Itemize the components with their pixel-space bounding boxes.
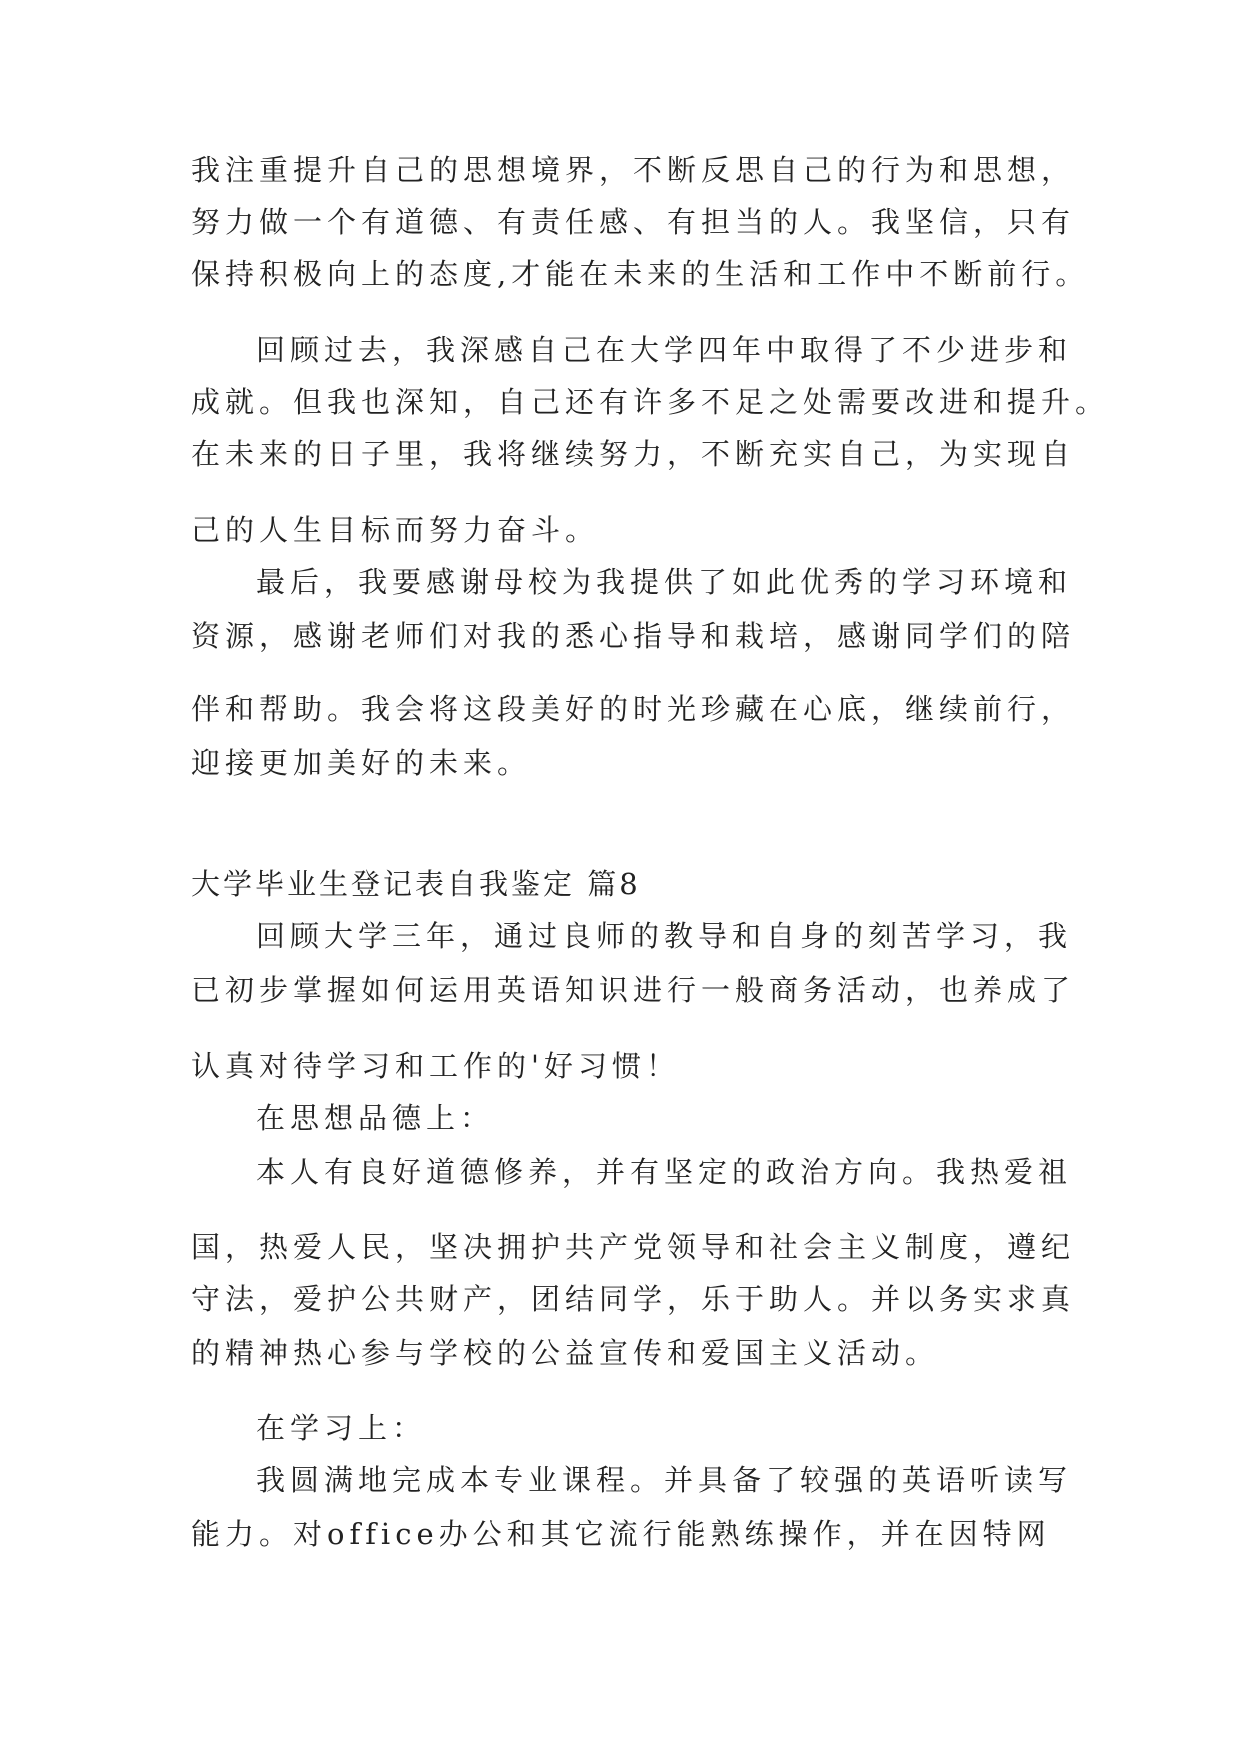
body-line: 已初步掌握如何运用英语知识进行一般商务活动，也养成了 [191, 973, 1076, 1007]
body-line: 本人有良好道德修养，并有坚定的政治方向。我热爱祖 [256, 1155, 1073, 1189]
body-line: 资源，感谢老师们对我的悉心指导和栽培，感谢同学们的陪 [191, 619, 1076, 653]
body-line: 回顾大学三年，通过良师的教导和自身的刻苦学习，我 [256, 919, 1073, 953]
body-line: 在未来的日子里，我将继续努力，不断充实自己，为实现自 [191, 437, 1076, 471]
body-line: 在学习上： [256, 1411, 427, 1445]
body-line: 能力。对office办公和其它流行能熟练操作，并在因特网 [191, 1517, 1051, 1551]
body-line: 伴和帮助。我会将这段美好的时光珍藏在心底，继续前行， [191, 692, 1076, 726]
body-line: 保持积极向上的态度,才能在未来的生活和工作中不断前行。 [191, 257, 1090, 291]
body-line: 国，热爱人民，坚决拥护共产党领导和社会主义制度，遵纪 [191, 1230, 1076, 1264]
body-line: 最后，我要感谢母校为我提供了如此优秀的学习环境和 [256, 565, 1073, 599]
body-line: 成就。但我也深知，自己还有许多不足之处需要改进和提升。 [191, 385, 1110, 419]
body-line: 的精神热心参与学校的公益宣传和爱国主义活动。 [191, 1336, 940, 1370]
body-line: 我圆满地完成本专业课程。并具备了较强的英语听读写 [256, 1463, 1073, 1497]
section-heading: 大学毕业生登记表自我鉴定 篇8 [191, 867, 641, 901]
body-line: 守法，爱护公共财产，团结同学，乐于助人。并以务实求真 [191, 1282, 1076, 1316]
body-line: 努力做一个有道德、有责任感、有担当的人。我坚信，只有 [191, 205, 1076, 239]
body-line: 在思想品德上： [256, 1101, 495, 1135]
body-line: 认真对待学习和工作的'好习惯！ [191, 1049, 680, 1083]
body-line: 己的人生目标而努力奋斗。 [191, 513, 600, 547]
body-line: 迎接更加美好的未来。 [191, 746, 532, 780]
body-line: 回顾过去，我深感自己在大学四年中取得了不少进步和 [256, 333, 1073, 367]
body-line: 我注重提升自己的思想境界，不断反思自己的行为和思想， [191, 153, 1076, 187]
